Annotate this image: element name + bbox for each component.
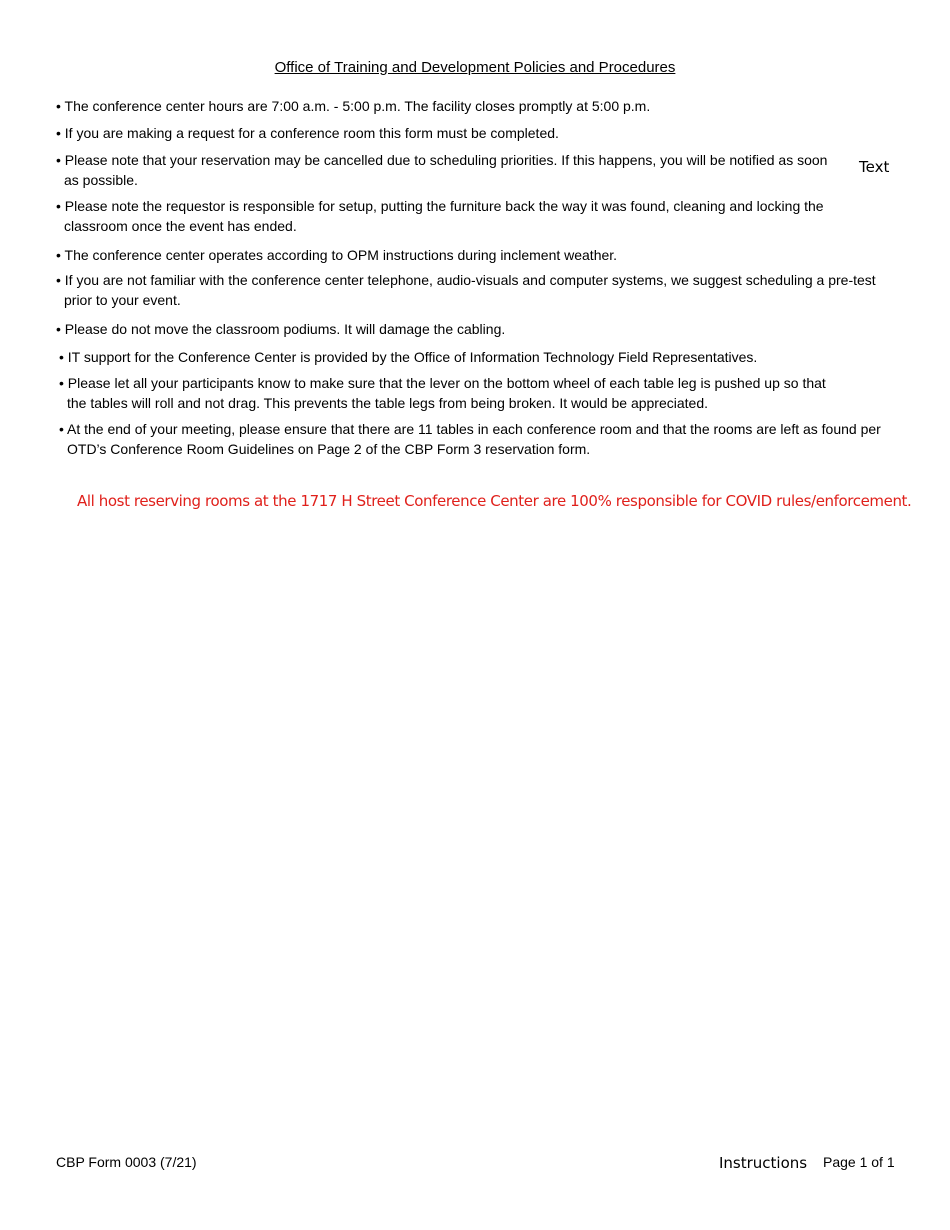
policy-item-tables-count bbox=[59, 419, 889, 459]
policy-item-form-required bbox=[56, 123, 846, 143]
page-title: Office of Training and Development Policies and Procedures bbox=[274, 59, 676, 76]
section-label: Instructions bbox=[719, 1154, 808, 1172]
policy-item-text: • The conference center operates according to OPM instructions during inclement weather. bbox=[56, 247, 618, 263]
policy-item-setup bbox=[56, 196, 846, 236]
policy-item-text: • If you are making a request for a conference room this form must be completed. bbox=[56, 125, 559, 141]
policy-item-pretest bbox=[56, 270, 886, 310]
policy-item-text: • IT support for the Conference Center is provided by the Office of Information Technology Field Representatives. bbox=[59, 349, 758, 365]
policy-item-text: • Please note the requestor is responsible for setup, putting the furniture back the way it was found, cleaning and locking the classroom once the event has ended. bbox=[56, 198, 824, 234]
policy-item-it-support bbox=[59, 347, 849, 367]
policy-item-table-wheels bbox=[59, 373, 849, 413]
policy-item-text: • Please let all your participants know to make sure that the lever on the bottom wheel of each table leg is pushed up so that the tables will roll and not drag. This prevents the table legs from being broken. It would be appreciated. bbox=[59, 375, 826, 411]
page-number: Page 1 of 1 bbox=[823, 1154, 895, 1170]
policy-item-hours bbox=[56, 96, 846, 116]
policy-item-text: • At the end of your meeting, please ensure that there are 11 tables in each conference room and that the rooms are left as found per OTD’s Conference Room Guidelines on Page 2 of the CBP Form 3 reservation form. bbox=[59, 421, 881, 457]
text-field-label: Text bbox=[859, 158, 890, 176]
form-id: CBP Form 0003 (7/21) bbox=[56, 1154, 197, 1170]
policy-item-text: • If you are not familiar with the conference center telephone, audio-visuals and computer systems, we suggest scheduling a pre-test prior to your event. bbox=[56, 272, 876, 308]
policy-item-podiums bbox=[56, 319, 846, 339]
policy-item-text: • The conference center hours are 7:00 a.m. - 5:00 p.m. The facility closes promptly at 5:00 p.m. bbox=[56, 98, 651, 114]
policy-item-text: • Please note that your reservation may be cancelled due to scheduling priorities. If this happens, you will be notified as soon as possible. bbox=[56, 152, 828, 188]
covid-notice: All host reserving rooms at the 1717 H Street Conference Center are 100% responsible for COVID rules/enforcement. bbox=[77, 492, 912, 510]
policy-item-cancellation bbox=[56, 150, 846, 190]
policy-item-weather bbox=[56, 245, 846, 265]
policy-item-text: • Please do not move the classroom podiums. It will damage the cabling. bbox=[56, 321, 506, 337]
